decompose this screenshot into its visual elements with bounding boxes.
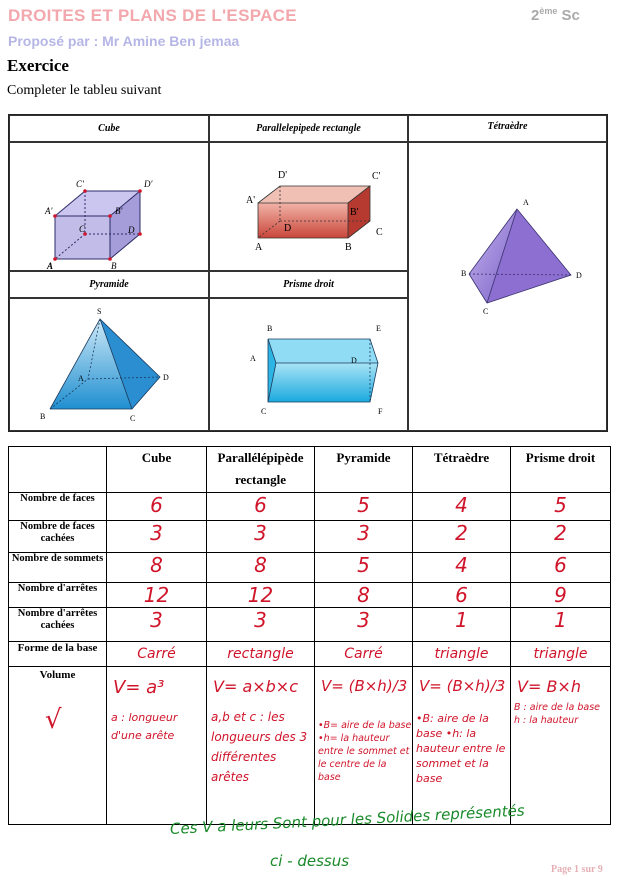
row-header: Nombre d'arrêtes cachées (9, 608, 107, 642)
corner-cell (9, 447, 107, 493)
para-point-a-prime: A' (246, 195, 256, 206)
answer-cell[interactable]: 3 (315, 521, 413, 553)
tetrahedron-figure-cell (408, 142, 607, 431)
prism-caption-cell (209, 271, 408, 298)
answer-cell[interactable]: triangle (413, 642, 511, 667)
answer-cell[interactable]: 12 (207, 583, 315, 608)
pyramid-point-s: S (97, 307, 102, 316)
para-point-d: D (284, 223, 292, 234)
prism-figure-cell (209, 298, 408, 431)
cube-point-c-prime: C' (76, 179, 84, 189)
prism-point-f: F (378, 407, 383, 416)
tetra-point-a: A (523, 198, 529, 207)
prism-drawing (210, 299, 409, 432)
volume-note: •B: aire de la base •h: la hauteur entre le sommet et la base (416, 712, 506, 785)
pyramid-point-b: B (40, 412, 46, 421)
table-header-row (9, 447, 611, 493)
para-point-c: C (376, 227, 383, 238)
volume-note: a : longueur d'une arête (111, 711, 178, 742)
cube-point-c: C (79, 224, 86, 234)
parallelepiped-caption: Parallelepipede rectangle (256, 123, 361, 134)
volume-label: Volume (39, 669, 76, 681)
table-row (9, 493, 611, 521)
answer-cell[interactable]: 6 (207, 493, 315, 521)
prism-point-a: A (250, 354, 256, 363)
prism-caption: Prisme droit (283, 279, 334, 290)
answer-cell[interactable]: 6 (107, 493, 207, 521)
tetrahedron-drawing (409, 143, 608, 432)
para-point-c-prime: C' (372, 171, 381, 182)
pyramid-point-d: D (163, 373, 169, 382)
volume-cell[interactable] (107, 667, 207, 825)
prism-point-c: C (261, 407, 267, 416)
exercise-instruction: Completer le tableu suivant (7, 83, 162, 98)
volume-cell[interactable] (315, 667, 413, 825)
pyramid-caption-cell (9, 271, 209, 298)
solids-properties-table (8, 446, 611, 825)
answer-cell[interactable]: 4 (413, 493, 511, 521)
author-line: Proposé par : Mr Amine Ben jemaa (8, 33, 240, 49)
volume-check-mark: √ (45, 705, 62, 735)
parallelepiped-drawing (210, 143, 409, 272)
answer-cell[interactable]: 2 (413, 521, 511, 553)
answer-cell[interactable]: 3 (207, 608, 315, 642)
answer-cell[interactable]: 8 (207, 553, 315, 583)
row-header: Nombre de faces cachées (9, 521, 107, 553)
answer-cell[interactable]: Carré (315, 642, 413, 667)
answer-cell[interactable]: 1 (511, 608, 611, 642)
answer-cell[interactable]: 5 (315, 553, 413, 583)
cube-point-d: D (128, 225, 135, 235)
tetra-point-c: C (483, 307, 489, 316)
volume-formula: V= a×b×c (213, 677, 299, 696)
volume-formula: V= a³ (113, 677, 165, 698)
row-header: Nombre de sommets (9, 553, 107, 583)
tetrahedron-caption: Tétraèdre (487, 121, 528, 132)
cube-caption-cell (9, 115, 209, 142)
answer-cell[interactable]: 12 (107, 583, 207, 608)
row-header: Nombre de faces (9, 493, 107, 521)
level-suffix: ème (539, 6, 558, 16)
answer-cell[interactable]: 3 (107, 608, 207, 642)
volume-formula: V= (B×h)/3 (321, 677, 408, 695)
tetrahedron-caption-cell (408, 115, 607, 142)
parallelepiped-caption-cell (209, 115, 408, 142)
table-row (9, 642, 611, 667)
volume-note: •B= aire de la base •h= la hauteur entre le sommet et le centre de la base (318, 720, 412, 783)
answer-cell[interactable]: 8 (315, 583, 413, 608)
answer-cell[interactable]: 3 (315, 608, 413, 642)
answer-cell[interactable]: 3 (107, 521, 207, 553)
cube-caption: Cube (98, 123, 120, 134)
volume-cell[interactable] (207, 667, 315, 825)
volume-note: a,b et c : les longueurs des 3 différentes arêtes (211, 710, 308, 784)
column-header: Prisme droit (511, 447, 611, 493)
column-header: Tétraèdre (413, 447, 511, 493)
prism-point-b: B (267, 324, 273, 333)
answer-cell[interactable]: Carré (107, 642, 207, 667)
answer-cell[interactable]: 8 (107, 553, 207, 583)
pyramid-caption: Pyramide (89, 279, 129, 290)
tetra-point-d: D (576, 271, 582, 280)
cube-point-b: B (111, 261, 117, 271)
level-number: 2 (531, 7, 540, 24)
cube-point-b-prime: B' (115, 206, 123, 216)
prism-point-d: D (351, 356, 357, 365)
answer-cell[interactable]: triangle (511, 642, 611, 667)
pyramid-figure-cell (9, 298, 209, 431)
exercise-title: Exercice (7, 56, 69, 75)
cube-drawing (10, 143, 210, 272)
tetra-point-b: B (461, 269, 467, 278)
para-point-b: B (345, 242, 352, 253)
volume-formula: V= B×h (517, 677, 581, 696)
prism-point-e: E (376, 324, 381, 333)
column-header: Cube (107, 447, 207, 493)
table-row (9, 608, 611, 642)
cube-point-d-prime: D' (144, 179, 153, 189)
cube-point-a-prime: A' (45, 206, 53, 216)
column-header: Pyramide (315, 447, 413, 493)
volume-row-header (9, 667, 107, 825)
answer-cell[interactable]: 2 (511, 521, 611, 553)
handwritten-note-line1: Ces V a leurs Sont pour les Solides représentés (169, 801, 526, 838)
column-header: Parallélépipède rectangle (207, 447, 315, 493)
solids-figure-panel (8, 114, 608, 432)
page-number: Page 1 sur 9 (551, 864, 603, 875)
table-row (9, 583, 611, 608)
answer-cell[interactable]: 5 (315, 493, 413, 521)
cube-point-a: A (47, 261, 54, 271)
parallelepiped-figure-cell (209, 142, 408, 271)
answer-cell[interactable]: 5 (511, 493, 611, 521)
answer-cell[interactable]: 3 (207, 521, 315, 553)
pyramid-point-c: C (130, 414, 136, 423)
answer-cell[interactable]: 6 (413, 583, 511, 608)
volume-formula: V= (B×h)/3 (419, 677, 506, 695)
volume-cell[interactable] (413, 667, 511, 825)
handwritten-note-line2: ci - dessus (270, 852, 350, 870)
answer-cell[interactable]: 9 (511, 583, 611, 608)
table-row (9, 521, 611, 553)
pyramid-drawing (10, 299, 210, 432)
answer-cell[interactable]: 6 (511, 553, 611, 583)
cube-figure-cell (9, 142, 209, 271)
class-level (531, 6, 580, 24)
answer-cell[interactable]: rectangle (207, 642, 315, 667)
pyramid-point-a: A (78, 374, 84, 383)
answer-cell[interactable]: 1 (413, 608, 511, 642)
para-point-b-prime: B' (350, 207, 359, 218)
row-header: Forme de la base (9, 642, 107, 667)
table-row (9, 553, 611, 583)
para-point-d-prime: D' (278, 170, 288, 181)
level-class: Sc (561, 7, 580, 24)
volume-note: B : aire de la base h : la hauteur (514, 702, 601, 726)
para-point-a: A (255, 242, 263, 253)
answer-cell[interactable]: 4 (413, 553, 511, 583)
row-header: Nombre d'arrêtes (9, 583, 107, 608)
volume-cell[interactable] (511, 667, 611, 825)
header-title: DROITES ET PLANS DE L'ESPACE (8, 6, 297, 25)
